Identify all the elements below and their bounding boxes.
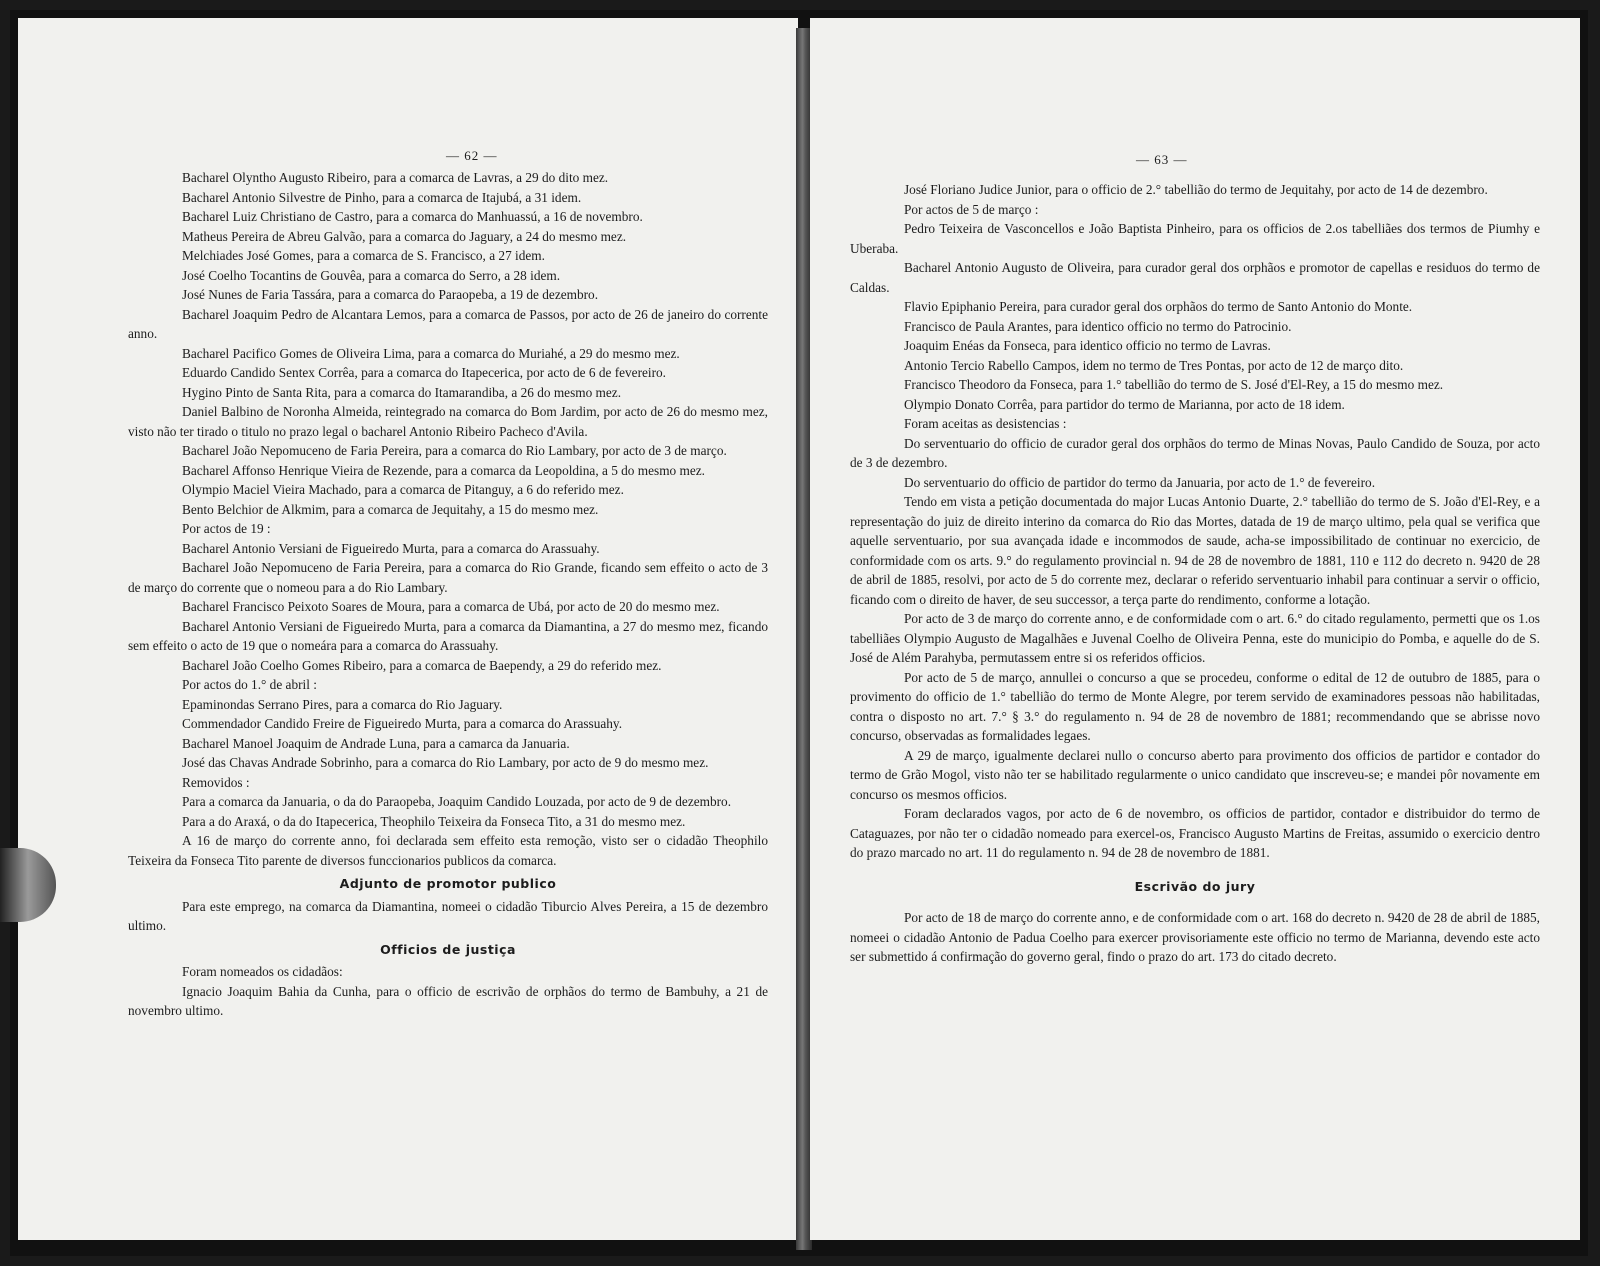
- paragraph: Foram nomeados os cidadãos:: [182, 964, 343, 979]
- paragraph: Commendador Candido Freire de Figueiredo Murta, para a comarca do Arassuahy.: [182, 716, 623, 731]
- paragraph: Por acto de 3 de março do corrente anno, e de conformidade com o art. 6.° do citado regulamento, permetti que os 1.os tabelliães Olympio Augusto de Magalhães e Juvenal Coelho de Oliveira Penna, este do municipio do Pomba, e aquelle do de S. José de Além Parahyba, permutassem entre si os referidos officios.: [850, 611, 1540, 665]
- paragraph: Bacharel João Nepomuceno de Faria Pereira, para a comarca do Rio Grande, ficando sem effeito o acto de 3 de março do corrente que o nomeou para a do Rio Lambary.: [128, 560, 768, 595]
- page-number: — 62 —: [446, 148, 498, 163]
- paragraph: Bacharel Pacifico Gomes de Oliveira Lima, para a comarca do Muriahé, a 29 do mesmo mez.: [182, 345, 680, 361]
- paragraph: Bacharel João Coelho Gomes Ribeiro, para a comarca de Baependy, a 29 do referido mez.: [182, 657, 662, 673]
- paragraph: Joaquim Enéas da Fonseca, para identico officio no termo de Lavras.: [904, 338, 1271, 353]
- left-page: [18, 18, 798, 1240]
- paragraph: Olympio Donato Corrêa, para partidor do termo de Marianna, por acto de 18 idem.: [904, 396, 1345, 412]
- paragraph: Por actos de 5 de março :: [904, 201, 1039, 217]
- paragraph: Foram declarados vagos, por acto de 6 de novembro, os officios de partidor, contador e distribuidor do termo de Cataguazes, por não ter o cidadão nomeado para exercel-os, Francisco Augusto Martins de Freitas, assumido o exercicio dentro do prazo marcado no art. 11 do regulamento n. 94 de 28 de novembro de 1881.: [850, 806, 1540, 860]
- paragraph: Bacharel Joaquim Pedro de Alcantara Lemos, para a comarca de Passos, por acto de 26 de janeiro do corrente anno.: [128, 306, 768, 341]
- paragraph: Bento Belchior de Alkmim, para a comarca de Jequitahy, a 15 do mesmo mez.: [182, 501, 599, 517]
- paragraph: Melchiades José Gomes, para a comarca de S. Francisco, a 27 idem.: [182, 248, 545, 263]
- paragraph: Bacharel Affonso Henrique Vieira de Rezende, para a comarca da Leopoldina, a 5 do mesmo mez.: [182, 462, 705, 478]
- paragraph: Olympio Maciel Vieira Machado, para a comarca de Pitanguy, a 6 do referido mez.: [182, 482, 624, 497]
- paragraph: José Coelho Tocantins de Gouvêa, para a comarca do Serro, a 28 idem.: [182, 267, 561, 283]
- section-heading: Adjunto de promotor publico: [339, 876, 557, 891]
- paragraph: Daniel Balbino de Noronha Almeida, reintegrado na comarca do Bom Jardim, por acto de 26 do mesmo mez, visto não ter tirado o titulo no prazo legal o bacharel Antonio Ribeiro Pacheco d'Avila.: [128, 404, 768, 439]
- paragraph: Matheus Pereira de Abreu Galvão, para a comarca do Jaguary, a 24 do mesmo mez.: [182, 228, 627, 244]
- paragraph: Bacharel Manoel Joaquim de Andrade Luna, para a camarca da Januaria.: [182, 735, 570, 751]
- paragraph: Do serventuario do officio de curador geral dos orphãos do termo de Minas Novas, Paulo Candido de Souza, por acto de 3 de dezembro.: [850, 435, 1540, 470]
- paragraph: Bacharel Olyntho Augusto Ribeiro, para a comarca de Lavras, a 29 do dito mez.: [182, 170, 609, 185]
- paragraph: José das Chavas Andrade Sobrinho, para a comarca do Rio Lambary, por acto de 9 do mesmo mez.: [182, 755, 709, 770]
- paragraph: Bacharel Antonio Silvestre de Pinho, para a comarca de Itajubá, a 31 idem.: [182, 189, 582, 205]
- paragraph: Francisco Theodoro da Fonseca, para 1.° tabellião do termo de S. José d'El-Rey, a 15 do mesmo mez.: [904, 377, 1444, 392]
- paragraph: Por acto de 5 de março, annullei o concurso a que se procedeu, conforme o edital de 12 de outubro de 1885, para o provimento do officio de 1.° tabellião do termo de Monte Alegre, por terem servido de examinadores pessoas não habilitadas, contra o disposto no art. 7.° § 3.° do regulamento n. 94 de 28 de novembro de 1881; recommendando que se abrisse novo concurso, observadas as formalidades legaes.: [850, 669, 1540, 743]
- paragraph: Bacharel Luiz Christiano de Castro, para a comarca do Manhuassú, a 16 de novembro.: [182, 209, 643, 224]
- paragraph: Hygino Pinto de Santa Rita, para a comarca do Itamarandiba, a 26 do mesmo mez.: [182, 384, 622, 400]
- section-heading: Officios de justiça: [380, 941, 516, 957]
- paragraph: Epaminondas Serrano Pires, para a comarca do Rio Jaguary.: [182, 696, 503, 712]
- paragraph: Por acto de 18 de março do corrente anno, e de conformidade com o art. 168 do decreto n. 9420 de 28 de abril de 1885, nomeei o cidadão Antonio de Padua Coelho para exercer provisoriamente este officio no termo de Marianna, devendo este acto ser submettido á confirmação do governo geral, findo o prazo do art. 173 do citado decreto.: [850, 910, 1540, 964]
- right-page-body: [850, 180, 1540, 967]
- paragraph: Bacharel Antonio Augusto de Oliveira, para curador geral dos orphãos e promotor de capellas e residuos do termo de Caldas.: [850, 260, 1540, 295]
- left-page-body: [128, 168, 768, 1021]
- paragraph: Bacharel Francisco Peixoto Soares de Moura, para a comarca de Ubá, por acto de 20 do mesmo mez.: [182, 599, 720, 614]
- paragraph: A 29 de março, igualmente declarei nullo o concurso aberto para provimento dos officios de partidor e contador do termo de Grão Mogol, visto não ter se habilitado regularmente o unico candidato que inscreveu-se; e mandei pôr novamente em concurso os mesmos officios.: [850, 747, 1540, 802]
- paragraph: Bacharel Antonio Versiani de Figueiredo Murta, para a comarca da Diamantina, a 27 do mesmo mez, ficando sem effeito o acto de 19 que o nomeára para a comarca do Arassuahy.: [128, 618, 768, 653]
- paragraph: Pedro Teixeira de Vasconcellos e João Baptista Pinheiro, para os officios de 2.os tabelliães dos termos de Piumhy e Uberaba.: [850, 221, 1540, 256]
- paragraph: Bacharel João Nepomuceno de Faria Pereira, para a comarca do Rio Lambary, por acto de 3 de março.: [182, 443, 727, 458]
- paragraph: José Nunes de Faria Tassára, para a comarca do Paraopeba, a 19 de dezembro.: [182, 287, 599, 302]
- paragraph: Flavio Epiphanio Pereira, para curador geral dos orphãos do termo de Santo Antonio do Monte.: [904, 299, 1413, 314]
- paragraph: Para a comarca da Januaria, o da do Paraopeba, Joaquim Candido Louzada, por acto de 9 de dezembro.: [182, 794, 732, 809]
- paragraph: Do serventuario do officio de partidor do termo da Januaria, por acto de 1.° de fevereiro.: [904, 474, 1376, 490]
- paragraph: Para este emprego, na comarca da Diamantina, nomeei o cidadão Tiburcio Alves Pereira, a 15 de dezembro ultimo.: [128, 898, 768, 933]
- paragraph: Removidos :: [182, 774, 250, 790]
- paragraph: Ignacio Joaquim Bahia da Cunha, para o officio de escrivão de orphãos do termo de Bambuhy, a 21 de novembro ultimo.: [128, 983, 768, 1018]
- paragraph: Tendo em vista a petição documentada do major Lucas Antonio Duarte, 2.° tabellião do termo de S. João d'El-Rey, e a representação do juiz de direito interino da comarca do Rio das Mortes, datada de 19 de março ultimo, pela qual se verifica que aquelle serventuario, por sua avançada idade e incommodos de saude, acha-se impossibilitado de continuar no exercicio, de conformidade com os arts. 9.° do regulamento provincial n. 94 de 28 de novembro de 1881, 110 e 112 do decreto n. 9420 de 28 de abril de 1885, resolvi, por acto de 5 do corrente mez, declarar o referido serventuario inhabil para continuar a servir o officio, ficando com o direito de haver, de seu successor, a terça parte do rendimento, conforme a lotação.: [850, 494, 1540, 607]
- section-heading: Escrivão do jury: [1134, 878, 1256, 894]
- paragraph: Antonio Tercio Rabello Campos, idem no termo de Tres Pontas, por acto de 12 de março dito.: [904, 357, 1404, 373]
- paragraph: Por actos do 1.° de abril :: [182, 677, 317, 692]
- right-page: [810, 18, 1580, 1240]
- paragraph: Eduardo Candido Sentex Corrêa, para a comarca do Itapecerica, por acto de 6 de fevereiro.: [182, 365, 666, 380]
- paragraph: Para a do Araxá, o da do Itapecerica, Theophilo Teixeira da Fonseca Tito, a 31 do mesmo mez.: [182, 813, 686, 829]
- paragraph: A 16 de março do corrente anno, foi declarada sem effeito esta remoção, visto ser o cidadão Theophilo Teixeira da Fonseca Tito parente de diversos funccionarios publicos da comarca.: [128, 833, 768, 868]
- paragraph: Francisco de Paula Arantes, para identico officio no termo do Patrocinio.: [904, 318, 1292, 334]
- paragraph: José Floriano Judice Junior, para o officio de 2.° tabellião do termo de Jequitahy, por acto de 14 de dezembro.: [904, 182, 1488, 197]
- paragraph: Bacharel Antonio Versiani de Figueiredo Murta, para a comarca do Arassuahy.: [182, 540, 600, 556]
- paragraph: Foram aceitas as desistencias :: [904, 416, 1067, 431]
- page-number: — 63 —: [1136, 152, 1188, 167]
- paragraph: Por actos de 19 :: [182, 521, 271, 536]
